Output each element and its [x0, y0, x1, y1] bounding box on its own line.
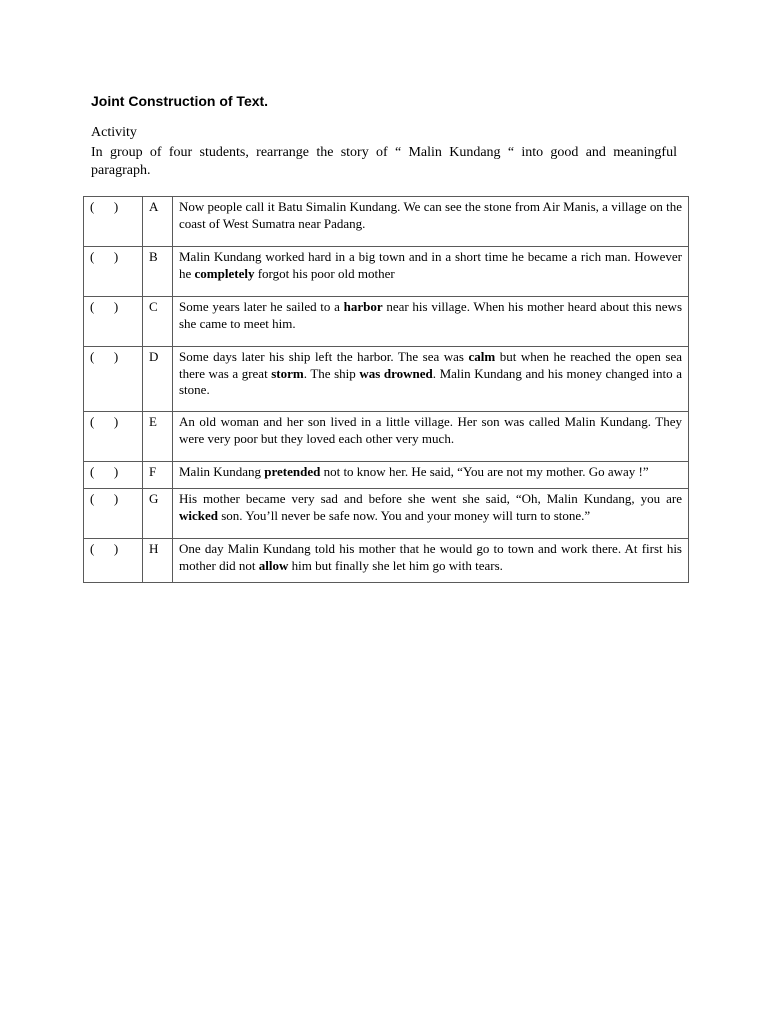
sentence-fragment: him but finally she let him go with tears. [288, 557, 503, 573]
story-table [83, 196, 689, 583]
sentence-fragment: Some days later his ship left the harbor. The sea was [179, 349, 469, 364]
sentence-fragment: One day Malin Kundang told his mother that he would go to town and work there. At first his mother did not [179, 541, 682, 573]
table-row [84, 412, 689, 462]
row-letter: A [143, 197, 173, 247]
table-row [84, 247, 689, 297]
table-row [84, 489, 689, 539]
order-blank[interactable]: ( ) [84, 197, 143, 247]
row-letter: B [143, 247, 173, 297]
emphasized-word: harbor [343, 299, 383, 314]
sentence-fragment: Malin Kundang worked hard in a big town and in a short time he became a rich man. However he [179, 249, 682, 281]
order-blank[interactable]: ( ) [84, 489, 143, 539]
sentence-text [173, 197, 689, 247]
sentence-text [173, 412, 689, 462]
order-blank[interactable]: ( ) [84, 297, 143, 347]
sentence-text [173, 539, 689, 583]
page-title: Joint Construction of Text. [91, 93, 269, 109]
sentence-text [173, 489, 689, 539]
emphasized-word: wicked [179, 507, 218, 523]
emphasized-word: pretended [264, 464, 321, 479]
sentence-fragment: Malin Kundang [179, 464, 265, 479]
sentence-fragment: An old woman and her son lived in a little village. Her son was called Malin Kundang. They were very poor but they loved each other very much. [179, 414, 682, 446]
emphasized-word: was drowned [359, 365, 433, 381]
sentence-fragment: but when he reached the open sea there was a great [179, 349, 682, 381]
sentence-fragment: Now people call it Batu Simalin Kundang. We can see the stone from Air Manis, a village on the coast of West Sumatra near Padang. [179, 199, 682, 231]
emphasized-word: calm [468, 349, 496, 364]
emphasized-word: completely [194, 265, 255, 281]
sentence-fragment: near his village. When his mother heard about this news she came to meet him. [179, 299, 683, 331]
row-letter: E [143, 412, 173, 462]
row-letter: F [143, 462, 173, 489]
section-label: Activity [91, 125, 137, 140]
table-row [84, 347, 689, 412]
instruction-text: In group of four students, rearrange the story of “ Malin Kundang “ into good and meaningful paragraph. [91, 145, 677, 178]
order-blank[interactable]: ( ) [84, 539, 143, 583]
sentence-text [173, 247, 689, 297]
emphasized-word: storm [271, 365, 304, 381]
order-blank[interactable]: ( ) [84, 247, 143, 297]
sentence-text [173, 297, 689, 347]
sentence-fragment: not to know her. He said, “You are not my mother. Go away !” [320, 464, 649, 479]
sentence-fragment: Some years later he sailed to a [179, 299, 344, 314]
table-row [84, 462, 689, 489]
row-letter: C [143, 297, 173, 347]
sentence-fragment: . The ship [303, 365, 360, 381]
sentence-fragment: . Malin Kundang and his money changed into a stone. [179, 365, 682, 397]
table-row [84, 539, 689, 583]
sentence-text [173, 462, 689, 489]
emphasized-word: allow [258, 557, 289, 573]
row-letter: G [143, 489, 173, 539]
row-letter: D [143, 347, 173, 412]
table-row [84, 297, 689, 347]
row-letter: H [143, 539, 173, 583]
order-blank[interactable]: ( ) [84, 347, 143, 412]
order-blank[interactable]: ( ) [84, 462, 143, 489]
order-blank[interactable]: ( ) [84, 412, 143, 462]
sentence-fragment: His mother became very sad and before she went she said, “Oh, Malin Kundang, you are [179, 491, 682, 506]
sentence-text [173, 347, 689, 412]
sentence-fragment: son. You’ll never be safe now. You and your money will turn to stone.” [218, 507, 591, 523]
sentence-fragment: forgot his poor old mother [254, 265, 395, 281]
table-row [84, 197, 689, 247]
